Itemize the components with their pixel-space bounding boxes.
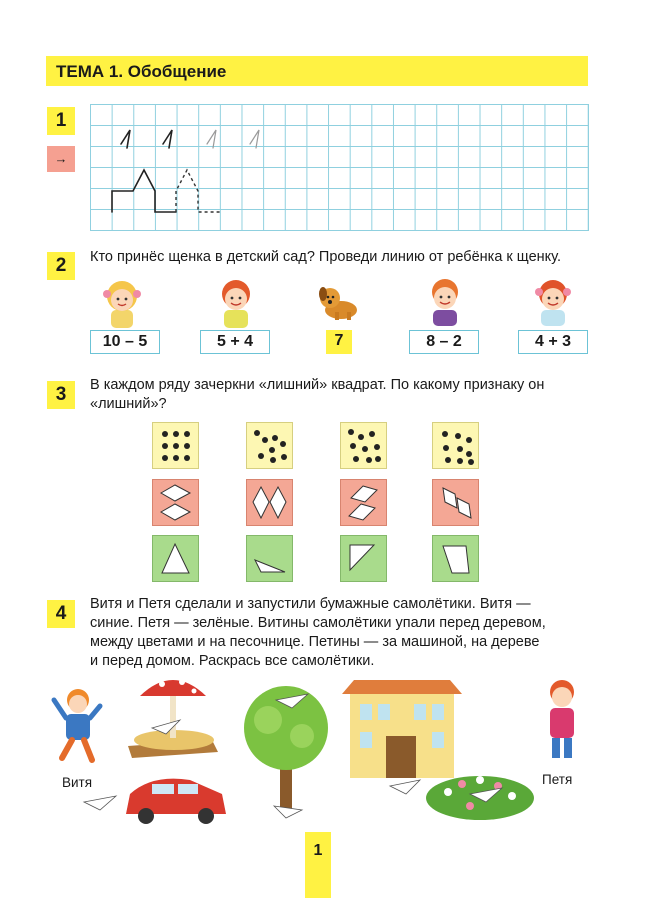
expression-box-2[interactable]: 5 + 4	[200, 330, 270, 354]
vitya-label: Витя	[62, 775, 93, 790]
house-shape-trace	[176, 170, 220, 212]
task-3-number: 3	[47, 381, 75, 409]
flower-bed	[426, 776, 534, 820]
house-figure	[342, 680, 462, 778]
task-3-text-line-1: В каждом ряду зачеркни «лишний» квадрат. По какому признаку он	[90, 377, 545, 393]
quadrilateral-pattern	[433, 536, 478, 581]
task-4-number: 4	[47, 600, 75, 628]
puppy-figure	[319, 287, 357, 320]
task-3-text-line-2: «лишний»?	[90, 396, 167, 412]
rhombus-pattern-3	[341, 480, 386, 525]
triangle-tile-1[interactable]	[152, 535, 199, 582]
stroke-sample-2	[163, 130, 172, 148]
task-2-text: Кто принёс щенка в детский сад? Проведи линию от ребёнка к щенку.	[90, 249, 561, 265]
tree-figure	[244, 686, 328, 812]
topic-title: ТЕМА 1. Обобщение	[56, 62, 227, 81]
puppy-number-box[interactable]: 7	[326, 330, 352, 354]
quadrilateral-tile[interactable]	[432, 535, 479, 582]
triangle-pattern-2	[247, 536, 292, 581]
task-4-text-line-2: синие. Петя — зелёные. Витины самолётики упали перед деревом,	[90, 615, 546, 631]
petya-label: Петя	[542, 772, 573, 787]
rhombus-pattern-1	[153, 480, 198, 525]
dots-pattern-3	[341, 423, 386, 468]
expression-box-3[interactable]: 8 – 2	[409, 330, 479, 354]
expression-box-1[interactable]: 10 – 5	[90, 330, 160, 354]
dots-tile-1[interactable]	[152, 422, 199, 469]
boy-2-figure	[432, 279, 458, 326]
dots-pattern-4	[433, 423, 478, 468]
stroke-trace-2	[250, 130, 259, 148]
house-shape-sample	[112, 170, 176, 212]
task-2-number: 2	[47, 252, 75, 280]
girl-1-figure	[103, 281, 141, 328]
paper-plane-1	[84, 796, 116, 810]
rhombus-tile-4[interactable]	[432, 479, 479, 526]
triangle-pattern-3	[341, 536, 386, 581]
rhombus-pattern-4	[433, 480, 478, 525]
rhombus-tile-2[interactable]	[246, 479, 293, 526]
rhombus-tile-3[interactable]	[340, 479, 387, 526]
page-number: 1	[305, 832, 331, 898]
stroke-trace-1	[207, 130, 216, 148]
sample-strokes	[90, 104, 588, 230]
petya-figure	[550, 680, 574, 758]
task-1-number: 1	[47, 107, 75, 135]
children-illustration	[90, 272, 590, 330]
dots-pattern-2	[247, 423, 292, 468]
task-4-text-line-4: и перед домом. Раскрась все самолётики.	[90, 653, 375, 669]
paper-plane-2	[274, 806, 302, 818]
vitya-figure	[54, 689, 100, 760]
dots-tile-3[interactable]	[340, 422, 387, 469]
arrow-right-icon: →	[47, 146, 75, 172]
playground-scene	[40, 670, 600, 830]
dots-tile-4[interactable]	[432, 422, 479, 469]
car-figure	[126, 779, 226, 824]
rhombus-pattern-2	[247, 480, 292, 525]
boy-1-figure	[222, 280, 250, 328]
rhombus-tile-1[interactable]	[152, 479, 199, 526]
expression-box-4[interactable]: 4 + 3	[518, 330, 588, 354]
stroke-sample-1	[121, 130, 130, 148]
task-4-text-line-3: между цветами и на песочнице. Петины — за машиной, на дереве	[90, 634, 540, 650]
dots-tile-2[interactable]	[246, 422, 293, 469]
triangle-pattern-1	[153, 536, 198, 581]
task-4-text-line-1: Витя и Петя сделали и запустили бумажные самолётики. Витя —	[90, 596, 531, 612]
dots-pattern-1	[153, 423, 198, 468]
paper-plane-3	[390, 780, 420, 794]
triangle-tile-3[interactable]	[340, 535, 387, 582]
triangle-tile-2[interactable]	[246, 535, 293, 582]
sandbox-mushroom	[128, 679, 218, 758]
girl-2-figure	[535, 280, 571, 326]
